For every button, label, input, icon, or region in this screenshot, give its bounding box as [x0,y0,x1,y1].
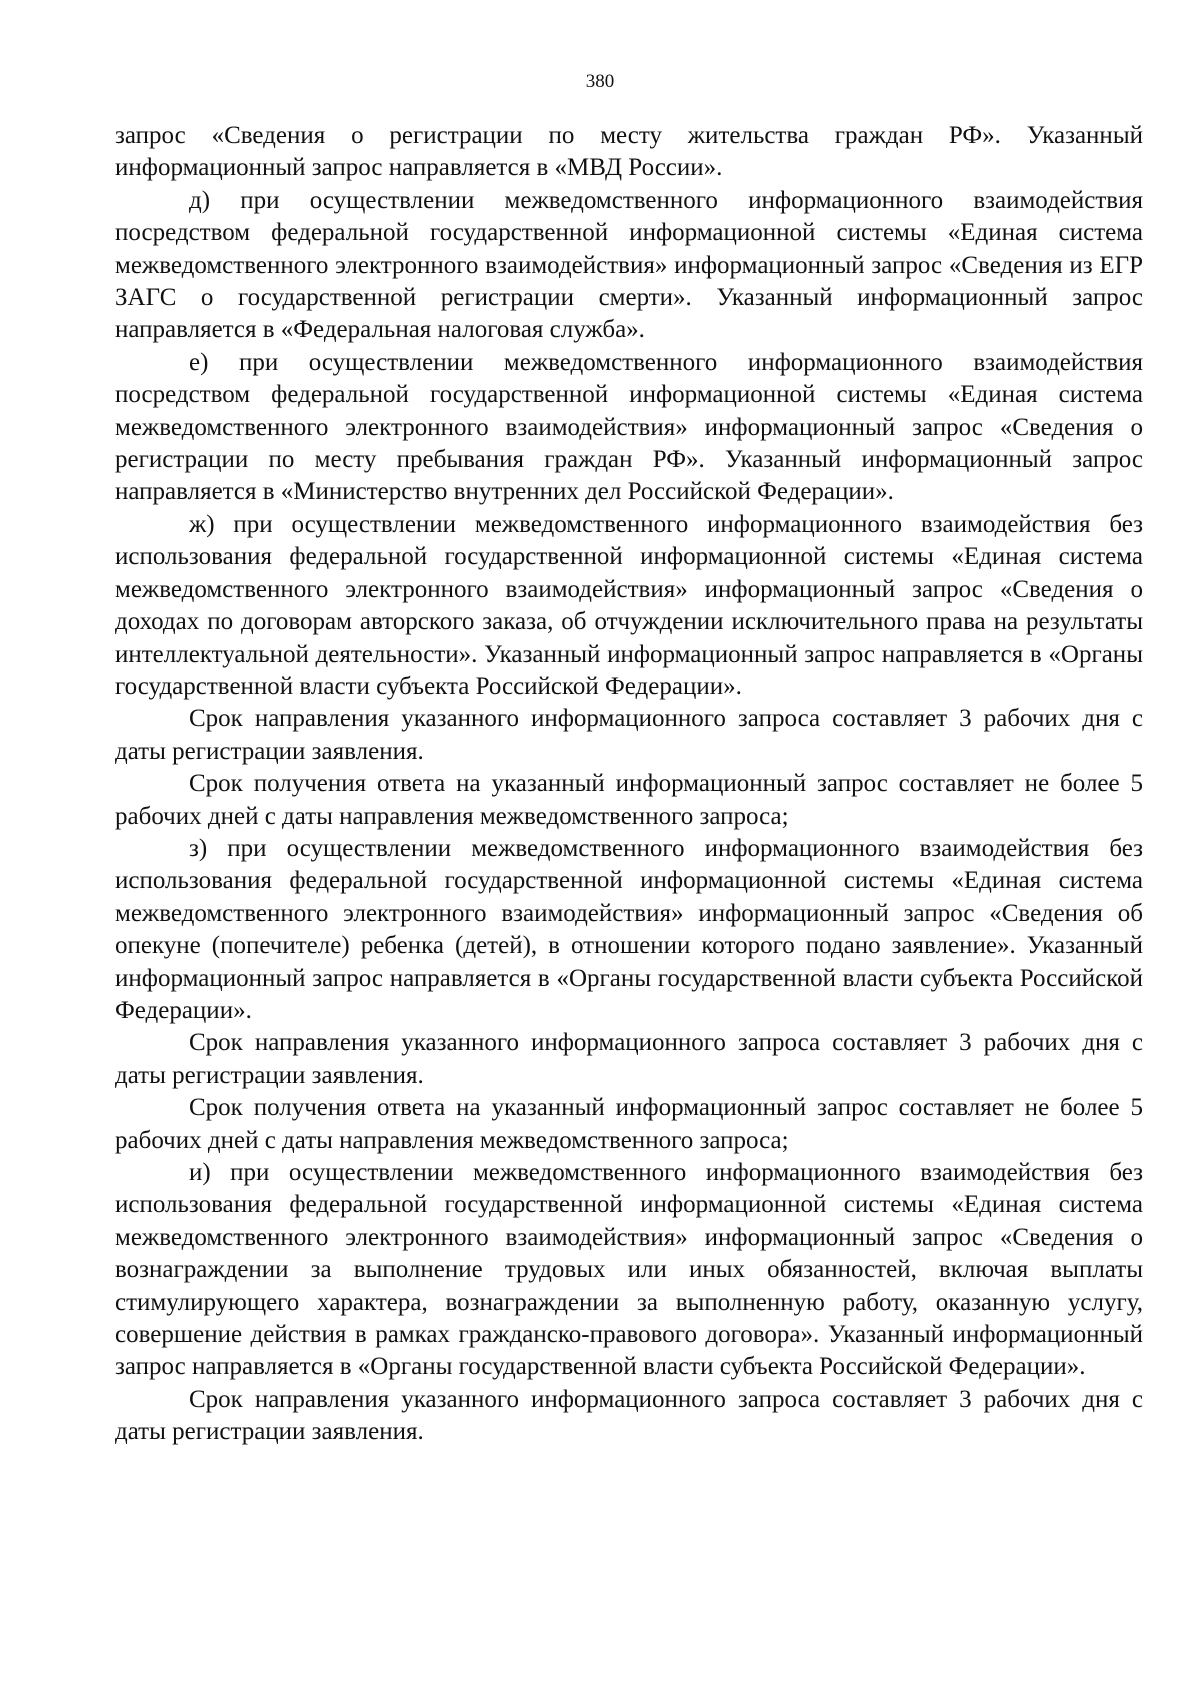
paragraph-response-deadline: Срок получения ответа на указанный информационный запрос составляет не более 5 рабочих дней с даты направления межведомственного запроса; [115,1094,1143,1154]
paragraph-item-d: д) при осуществлении межведомственного информационного взаимодействия посредством федеральной государственной информационной системы «Единая система межведомственного электронного взаимодействия» информационный запрос «Сведения из ЕГР ЗАГС о государственной регистрации смерти». Указанный информационный запрос направляется в «Федеральная налоговая служба». [115,186,1143,344]
paragraph-item-z: з) при осуществлении межведомственного информационного взаимодействия без использования федеральной государственной информационной системы «Единая система межведомственного электронного взаимодействия» информационный запрос «Сведения об опекуне (попечителе) ребенка (детей), в отношении которого подано заявление». Указанный информационный запрос направляется в «Органы государственной власти субъекта Российской Федерации». [115,834,1143,1024]
paragraph-request-deadline: Срок направления указанного информационного запроса составляет 3 рабочих дня с даты регистрации заявления. [115,1385,1143,1446]
paragraph-request-deadline: Срок направления указанного информационного запроса составляет 3 рабочих дня с даты регистрации заявления. [115,1029,1143,1089]
paragraph-item-i: и) при осуществлении межведомственного информационного взаимодействия без использования федеральной государственной информационной системы «Единая система межведомственного электронного взаимодействия» информационный запрос «Сведения о вознаграждении за выполнение трудовых или иных обязанностей, включая выплаты стимулирующего характера, вознаграждении за выполненную работу, оказанную услугу, совершение действия в рамках гражданско-правового договора». Указанный информационный запрос направляется в «Органы государственной власти субъекта Российской Федерации». [115,1159,1143,1381]
paragraph-response-deadline: Срок получения ответа на указанный информационный запрос составляет не более 5 рабочих дней с даты направления межведомственного запроса; [115,770,1143,830]
paragraph-request-deadline: Срок направления указанного информационного запроса составляет 3 рабочих дня с даты регистрации заявления. [115,705,1143,765]
paragraph-continuation: запрос «Сведения о регистрации по месту жительства граждан РФ». Указанный информационный запрос направляется в «МВД России». [115,122,1143,182]
document-body [115,120,1143,1449]
paragraph-item-e: е) при осуществлении межведомственного информационного взаимодействия посредством федеральной государственной информационной системы «Единая система межведомственного электронного взаимодействия» информационный запрос «Сведения о регистрации по месту пребывания граждан РФ». Указанный информационный запрос направляется в «Министерство внутренних дел Российской Федерации». [115,348,1143,506]
page-number: 380 [585,71,615,92]
paragraph-item-zh: ж) при осуществлении межведомственного информационного взаимодействия без использования федеральной государственной информационной системы «Единая система межведомственного электронного взаимодействия» информационный запрос «Сведения о доходах по договорам авторского заказа, об отчуждении исключительного права на результаты интеллектуальной деятельности». Указанный информационный запрос направляется в «Органы государственной власти субъекта Российской Федерации». [115,510,1143,700]
